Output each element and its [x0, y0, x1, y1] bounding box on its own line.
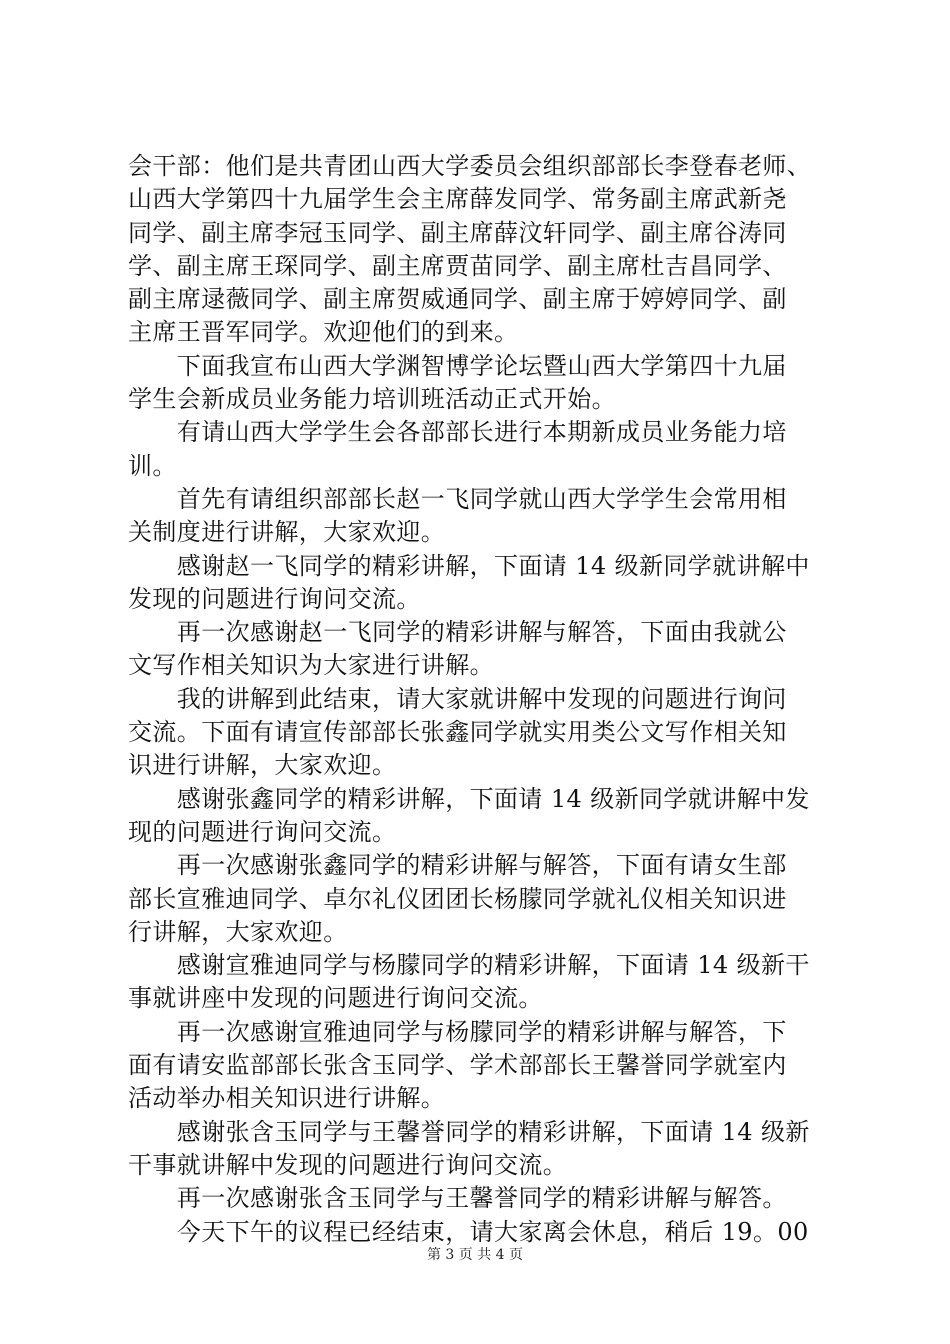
text-line: 交流。下面有请宣传部部长张鑫同学就实用类公文写作相关知	[128, 718, 787, 747]
paragraph-14	[128, 1216, 833, 1249]
text-line: 部长宣雅迪同学、卓尔礼仪团团长杨朦同学就礼仪相关知识进	[128, 884, 787, 913]
text-line: 学生会新成员业务能力培训班活动正式开始。	[128, 385, 616, 414]
text-line: 行讲解，大家欢迎。	[128, 917, 348, 946]
paragraph-6	[128, 616, 833, 683]
text-line: 有请山西大学学生会各部部长进行本期新成员业务能力培	[128, 418, 787, 447]
text-line: 文写作相关知识为大家进行讲解。	[128, 651, 494, 680]
text-line: 再一次感谢张含玉同学与王馨誉同学的精彩讲解与解答。	[128, 1184, 787, 1213]
text-line: 活动举办相关知识进行讲解。	[128, 1084, 446, 1113]
paragraph-9	[128, 849, 833, 949]
paragraph-4	[128, 483, 833, 550]
paragraph-1	[128, 150, 833, 350]
text-line: 今天下午的议程已经结束，请大家离会休息，稍后 19。00	[128, 1217, 809, 1246]
page-footer	[0, 1246, 950, 1264]
paragraph-11	[128, 1016, 833, 1116]
text-line: 主席王晋军同学。欢迎他们的到来。	[128, 318, 519, 347]
text-line: 首先有请组织部部长赵一飞同学就山西大学学生会常用相	[128, 484, 787, 513]
text-line: 我的讲解到此结束，请大家就讲解中发现的问题进行询问	[128, 684, 787, 713]
paragraph-13	[128, 1182, 833, 1215]
text-line: 会干部：他们是共青团山西大学委员会组织部部长李登春老师、	[128, 152, 812, 180]
paragraph-2	[128, 350, 833, 417]
text-line: 识进行讲解，大家欢迎。	[128, 751, 397, 780]
text-line: 山西大学第四十九届学生会主席薛发同学、常务副主席武新尧	[128, 185, 787, 214]
paragraph-10	[128, 949, 833, 1016]
text-line: 关制度进行讲解，大家欢迎。	[128, 518, 446, 547]
page-number-label: 第 3 页 共 4 页	[426, 1247, 524, 1263]
text-line: 现的问题进行询问交流。	[128, 817, 397, 846]
text-line: 下面我宣布山西大学渊智博学论坛暨山西大学第四十九届	[128, 351, 787, 380]
text-line: 事就讲座中发现的问题进行询问交流。	[128, 984, 543, 1013]
text-line: 训。	[128, 451, 177, 480]
text-line: 感谢张鑫同学的精彩讲解，下面请 14 级新同学就讲解中发	[128, 784, 810, 813]
text-line: 发现的问题进行询问交流。	[128, 584, 421, 613]
text-line: 再一次感谢宣雅迪同学与杨朦同学的精彩讲解与解答，下	[128, 1017, 787, 1046]
text-line: 感谢宣雅迪同学与杨朦同学的精彩讲解，下面请 14 级新干	[128, 951, 810, 980]
text-line: 副主席逯薇同学、副主席贺威通同学、副主席于婷婷同学、副	[128, 285, 787, 314]
paragraph-5	[128, 550, 833, 617]
paragraph-3	[128, 416, 833, 483]
document-body	[128, 150, 833, 1249]
text-line: 面有请安监部部长张含玉同学、学术部部长王馨誉同学就室内	[128, 1051, 787, 1080]
text-line: 再一次感谢张鑫同学的精彩讲解与解答，下面有请女生部	[128, 851, 787, 880]
text-line: 感谢赵一飞同学的精彩讲解，下面请 14 级新同学就讲解中	[128, 551, 810, 580]
text-line: 学、副主席王琛同学、副主席贾苗同学、副主席杜吉昌同学、	[128, 251, 787, 280]
text-line: 干事就讲解中发现的问题进行询问交流。	[128, 1150, 568, 1179]
text-line: 再一次感谢赵一飞同学的精彩讲解与解答，下面由我就公	[128, 618, 787, 647]
paragraph-7	[128, 683, 833, 783]
text-line: 感谢张含玉同学与王馨誉同学的精彩讲解，下面请 14 级新	[128, 1117, 810, 1146]
paragraph-12	[128, 1116, 833, 1183]
text-line: 同学、副主席李冠玉同学、副主席薛汶轩同学、副主席谷涛同	[128, 218, 787, 247]
paragraph-8	[128, 783, 833, 850]
